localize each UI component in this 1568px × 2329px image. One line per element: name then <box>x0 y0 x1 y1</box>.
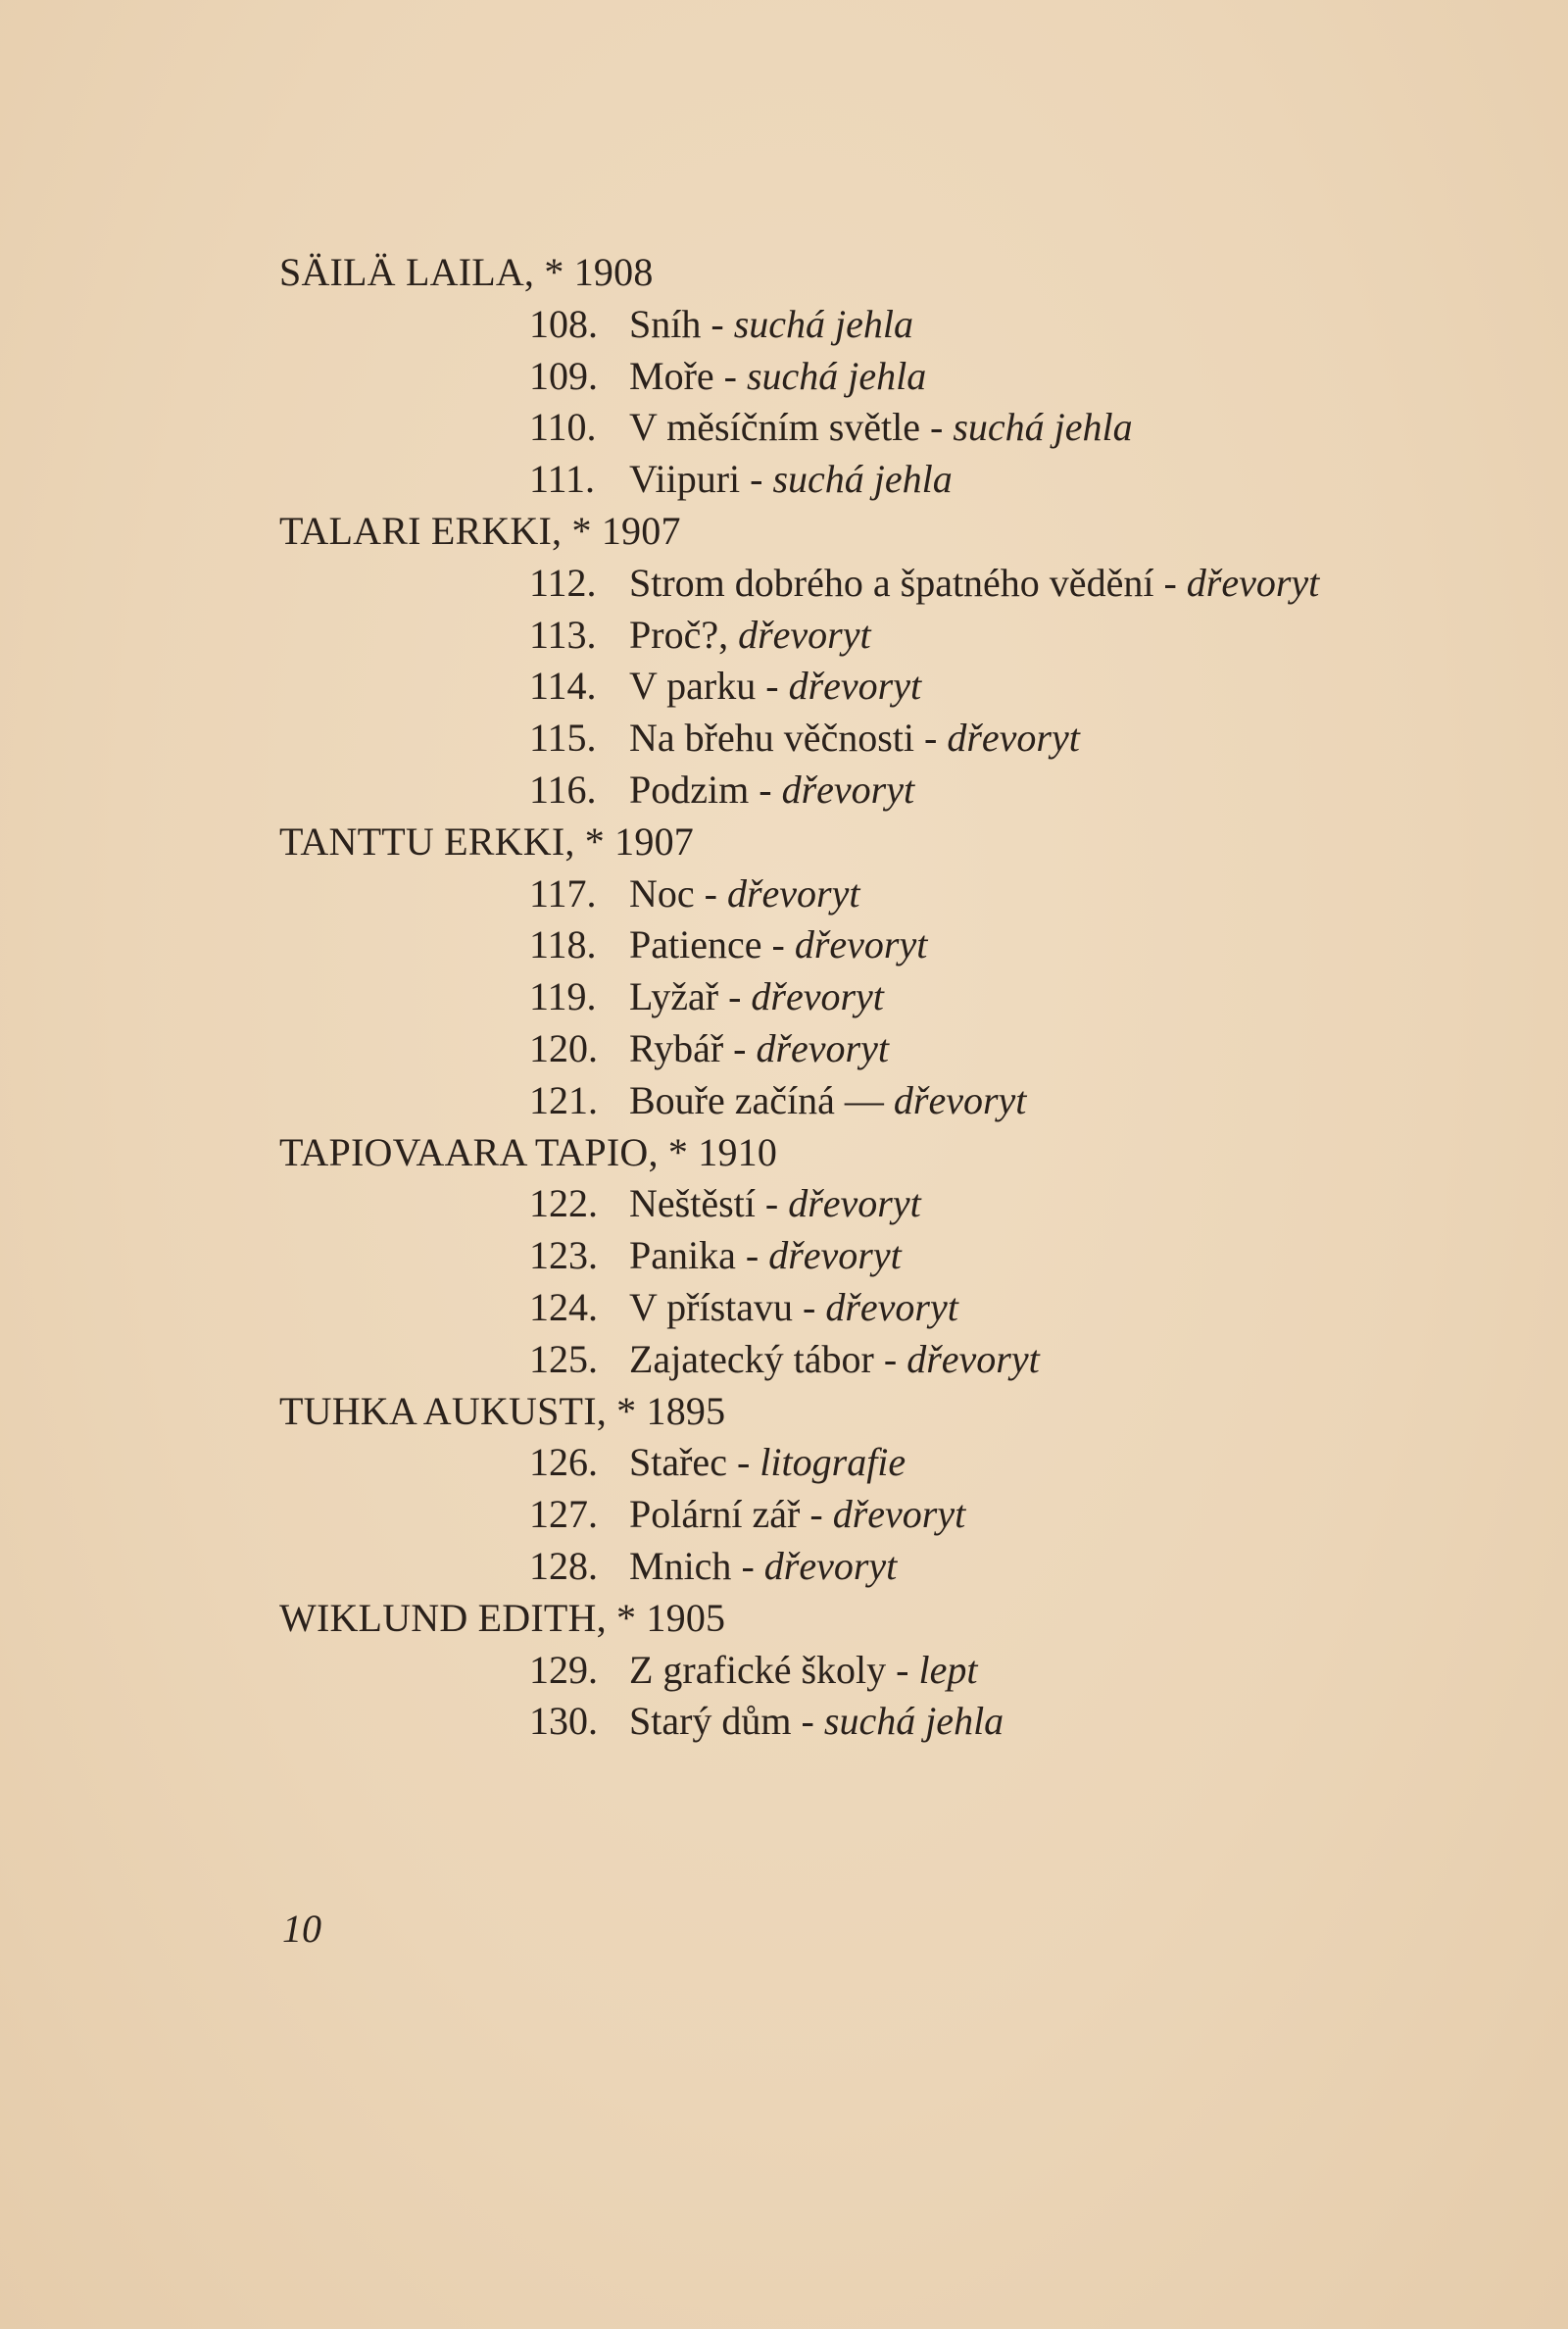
entry-medium: suchá jehla <box>772 457 953 502</box>
entry-medium: dřevoryt <box>832 1492 966 1537</box>
entry-title: Neštěstí <box>629 1181 756 1226</box>
entry-number: 121. <box>529 1077 598 1122</box>
entry-title: Lyžař <box>629 974 719 1019</box>
entry-separator: - <box>755 1181 789 1226</box>
catalog-entry <box>279 868 1494 920</box>
entry-title: Starý dům <box>629 1699 792 1744</box>
entry-number: 118. <box>529 922 597 967</box>
catalog-entry <box>279 1437 1494 1489</box>
catalog-entry <box>279 610 1494 662</box>
entry-medium: dřevoryt <box>788 1181 921 1226</box>
entry-number: 109. <box>529 353 598 398</box>
entry-separator: - <box>718 974 752 1019</box>
entry-medium: dřevoryt <box>763 1543 898 1588</box>
entry-separator: - <box>920 405 954 450</box>
entry-title: Bouře začíná <box>629 1077 835 1122</box>
entry-medium: dřevoryt <box>788 664 922 709</box>
entry-separator: - <box>761 922 795 967</box>
catalog-entry <box>279 1023 1494 1075</box>
catalog-entry <box>279 765 1494 817</box>
entry-medium: dřevoryt <box>751 974 884 1019</box>
catalog-entry <box>279 1178 1494 1230</box>
entry-title: Rybář <box>629 1025 724 1070</box>
catalog-entry <box>279 558 1494 610</box>
artist-section <box>279 1127 1494 1386</box>
entry-medium: litografie <box>760 1440 906 1485</box>
entry-title: Stařec <box>629 1440 727 1485</box>
entry-number: 127. <box>529 1492 598 1537</box>
entry-medium: dřevoryt <box>893 1077 1027 1122</box>
artist-section <box>279 1386 1494 1593</box>
catalog-entry <box>279 1645 1494 1697</box>
entry-separator: - <box>701 301 734 346</box>
entry-number: 117. <box>529 870 597 916</box>
entry-separator: - <box>793 1284 826 1329</box>
entry-title: Z grafické školy <box>629 1647 887 1692</box>
entry-title: Viipuri <box>629 457 741 502</box>
catalog-entry <box>279 1334 1494 1386</box>
artist-section <box>279 506 1494 817</box>
artist-heading: TANTTU ERKKI, * 1907 <box>279 818 694 864</box>
entry-number: 129. <box>529 1647 598 1692</box>
entry-separator: - <box>800 1492 833 1537</box>
entry-title: V parku <box>629 664 757 709</box>
entry-number: 111. <box>529 457 596 502</box>
entry-title: Strom dobrého a špatného vědění <box>629 560 1154 605</box>
entry-title: Noc <box>629 870 695 916</box>
entry-number: 126. <box>529 1440 598 1485</box>
entry-separator: - <box>791 1699 824 1744</box>
entry-medium: dřevoryt <box>768 1233 902 1278</box>
entry-title: Podzim <box>629 767 750 812</box>
entry-separator: - <box>749 767 782 812</box>
artist-section <box>279 247 1494 506</box>
entry-separator: - <box>723 1025 757 1070</box>
artist-heading: SÄILÄ LAILA, * 1908 <box>279 250 654 294</box>
entry-medium: dřevoryt <box>825 1284 958 1329</box>
entry-medium: dřevoryt <box>906 1336 1040 1381</box>
catalog-entry <box>279 1075 1494 1127</box>
entry-separator: - <box>886 1647 919 1692</box>
entry-number: 112. <box>529 560 597 605</box>
entry-separator: - <box>1153 560 1187 605</box>
entry-medium: suchá jehla <box>746 353 927 398</box>
entry-title: Sníh <box>629 301 702 346</box>
entry-number: 114. <box>529 664 597 709</box>
catalog-entry <box>279 713 1494 765</box>
entry-number: 119. <box>529 974 597 1019</box>
entry-title: Patience <box>629 922 762 967</box>
page-number: 10 <box>282 1907 321 1951</box>
catalog-entry <box>279 1541 1494 1593</box>
entry-separator: - <box>726 1440 760 1485</box>
entry-number: 125. <box>529 1336 598 1381</box>
entry-medium: lept <box>918 1647 978 1692</box>
entry-title: Moře <box>629 353 714 398</box>
entry-separator: - <box>731 1543 764 1588</box>
entry-number: 123. <box>529 1233 598 1278</box>
catalog-entry <box>279 1282 1494 1334</box>
entry-number: 128. <box>529 1543 598 1588</box>
entry-title: V měsíčním světle <box>629 405 920 450</box>
entry-separator: - <box>713 353 747 398</box>
entry-number: 116. <box>529 767 597 812</box>
catalog-entry <box>279 971 1494 1023</box>
entry-separator: — <box>834 1077 894 1122</box>
entry-number: 122. <box>529 1181 598 1226</box>
catalog-entry <box>279 454 1494 506</box>
entry-number: 130. <box>529 1699 598 1744</box>
artist-heading: TALARI ERKKI, * 1907 <box>279 508 681 553</box>
entry-medium: dřevoryt <box>726 870 860 916</box>
entry-separator: - <box>694 870 727 916</box>
entry-number: 120. <box>529 1025 598 1070</box>
entry-number: 108. <box>529 301 598 346</box>
entry-medium: dřevoryt <box>781 767 915 812</box>
catalog-entry <box>279 299 1494 351</box>
catalog-entry <box>279 661 1494 713</box>
entry-medium: dřevoryt <box>756 1025 889 1070</box>
artist-heading: WIKLUND EDITH, * 1905 <box>279 1595 726 1640</box>
entry-number: 110. <box>529 405 597 450</box>
catalog-entry <box>279 402 1494 454</box>
entry-title: Proč? <box>629 612 719 657</box>
catalog-list <box>279 247 1494 1748</box>
entry-medium: dřevoryt <box>794 922 928 967</box>
entry-number: 113. <box>529 612 597 657</box>
catalog-entry <box>279 919 1494 971</box>
entry-number: 115. <box>529 716 597 761</box>
catalog-entry <box>279 351 1494 403</box>
artist-section <box>279 1593 1494 1748</box>
entry-title: Polární zář <box>629 1492 801 1537</box>
entry-title: Mnich <box>629 1543 732 1588</box>
artist-heading: TUHKA AUKUSTI, * 1895 <box>279 1388 726 1433</box>
entry-title: Na břehu věčnosti <box>629 716 915 761</box>
entry-separator: , <box>718 612 739 657</box>
entry-title: Zajatecký tábor <box>629 1336 874 1381</box>
catalog-entry <box>279 1489 1494 1541</box>
entry-separator: - <box>873 1336 907 1381</box>
entry-title: V přístavu <box>629 1284 794 1329</box>
entry-medium: dřevoryt <box>1186 560 1320 605</box>
entry-separator: - <box>735 1233 769 1278</box>
entry-title: Panika <box>629 1233 736 1278</box>
entry-separator: - <box>756 664 789 709</box>
entry-number: 124. <box>529 1284 598 1329</box>
catalog-entry <box>279 1696 1494 1748</box>
entry-medium: dřevoryt <box>738 612 871 657</box>
entry-separator: - <box>914 716 948 761</box>
entry-medium: suchá jehla <box>823 1699 1004 1744</box>
catalog-entry <box>279 1230 1494 1282</box>
entry-medium: suchá jehla <box>953 405 1133 450</box>
artist-section <box>279 817 1494 1127</box>
entry-medium: dřevoryt <box>947 716 1080 761</box>
artist-heading: TAPIOVAARA TAPIO, * 1910 <box>279 1129 778 1174</box>
entry-medium: suchá jehla <box>733 301 913 346</box>
entry-separator: - <box>740 457 773 502</box>
